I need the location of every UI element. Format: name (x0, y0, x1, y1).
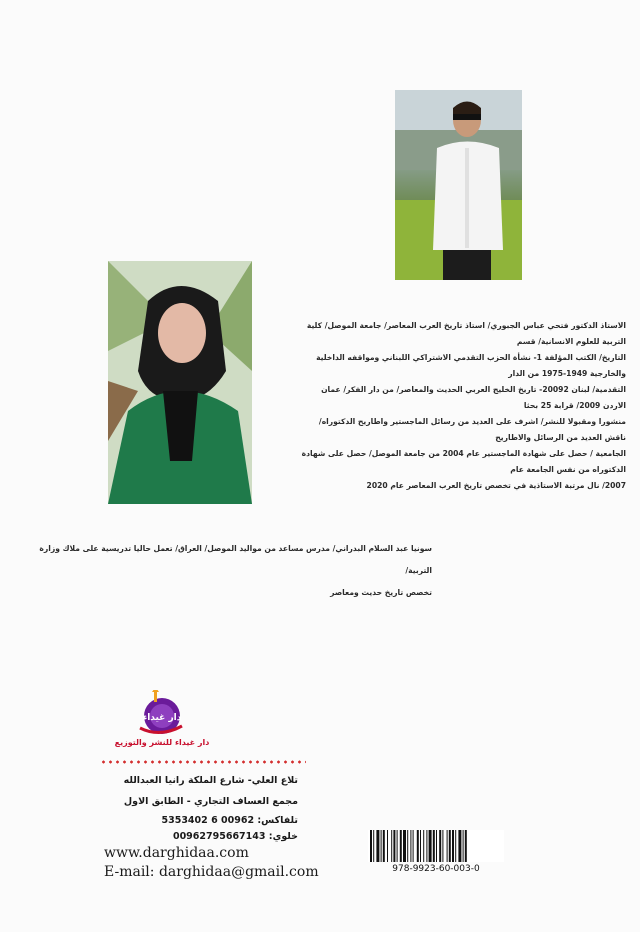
publisher-fax: تلفاكس: 00962 6 5353402 (161, 815, 298, 826)
author-biography (300, 318, 626, 494)
author-bio-line: الاستاذ الدكتور فتحي عباس الجبوري/ استاذ تاريخ العرب المعاصر/ جامعة الموصل/ كلية التربية للعلوم الانسانية/ قسم (306, 321, 626, 346)
author-photo-illustration (395, 90, 522, 280)
author-bio-line: التقدمية/ لبنان 20092- تاريخ الخليج العربي الحديث والمعاصر/ من دار الفكر/ عمان الاردن 2009/ قرابة 25 بحثا (321, 385, 626, 410)
publisher-logo-text: دار غيداء (142, 713, 182, 723)
coauthor-photo-illustration (108, 261, 252, 504)
coauthor-photo (108, 261, 252, 504)
publisher-logo (132, 690, 188, 738)
publisher-email[interactable]: E-mail: darghidaa@gmail.com (104, 864, 319, 880)
barcode-icon (368, 830, 504, 862)
publisher-logo-icon (132, 690, 188, 738)
publisher-mobile: خلوي: 00962795667143 (172, 831, 298, 842)
author-bio-line: التاريخ/ الكتب المؤلفة 1- نشأة الحزب التقدمي الاشتراكي اللبناني ومواقفه الداخلية والخارجية 1949-1975 من الدار (316, 353, 626, 378)
coauthor-bio-line: سونيا عبد السلام البدراني/ مدرس مساعد من مواليد الموصل/ العراق/ تعمل حاليا تدريسية على ملاك وزارة التربية/ (39, 544, 432, 575)
publisher-address-line-2: مجمع العساف التجاري - الطابق الاول (123, 796, 298, 807)
publisher-name: دار غيداء للنشر والتوزيع (114, 738, 210, 747)
publisher-address-line-1: تلاع العلي- شارع الملكة رانيا العبدالله (123, 775, 298, 786)
author-bio-line: الجامعية / حصل على شهادة الماجستير عام 2004 من جامعة الموصل/ حصل على شهادة الدكتوراه من نفس الجامعة عام (301, 449, 626, 474)
coauthor-bio-line: تخصص تاريخ حديث ومعاصر (330, 588, 432, 597)
isbn-number: 978-9923-60-003-0 (392, 864, 480, 874)
publisher-website[interactable]: www.darghidaa.com (104, 845, 249, 861)
coauthor-biography (20, 538, 432, 604)
isbn-barcode (368, 830, 504, 862)
author-bio-line: منشورا ومقبولا للنشر/ اشرف على العديد من رسائل الماجستير واطاريح الدكتوراه/ ناقش العديد من الرسائل والاطاريح (318, 417, 626, 442)
author-photo (395, 90, 522, 280)
author-bio-line: 2007/ نال مرتبة الاستاذية في تخصص تاريخ العرب المعاصر عام 2020 (366, 481, 626, 490)
dotted-divider (100, 760, 306, 764)
